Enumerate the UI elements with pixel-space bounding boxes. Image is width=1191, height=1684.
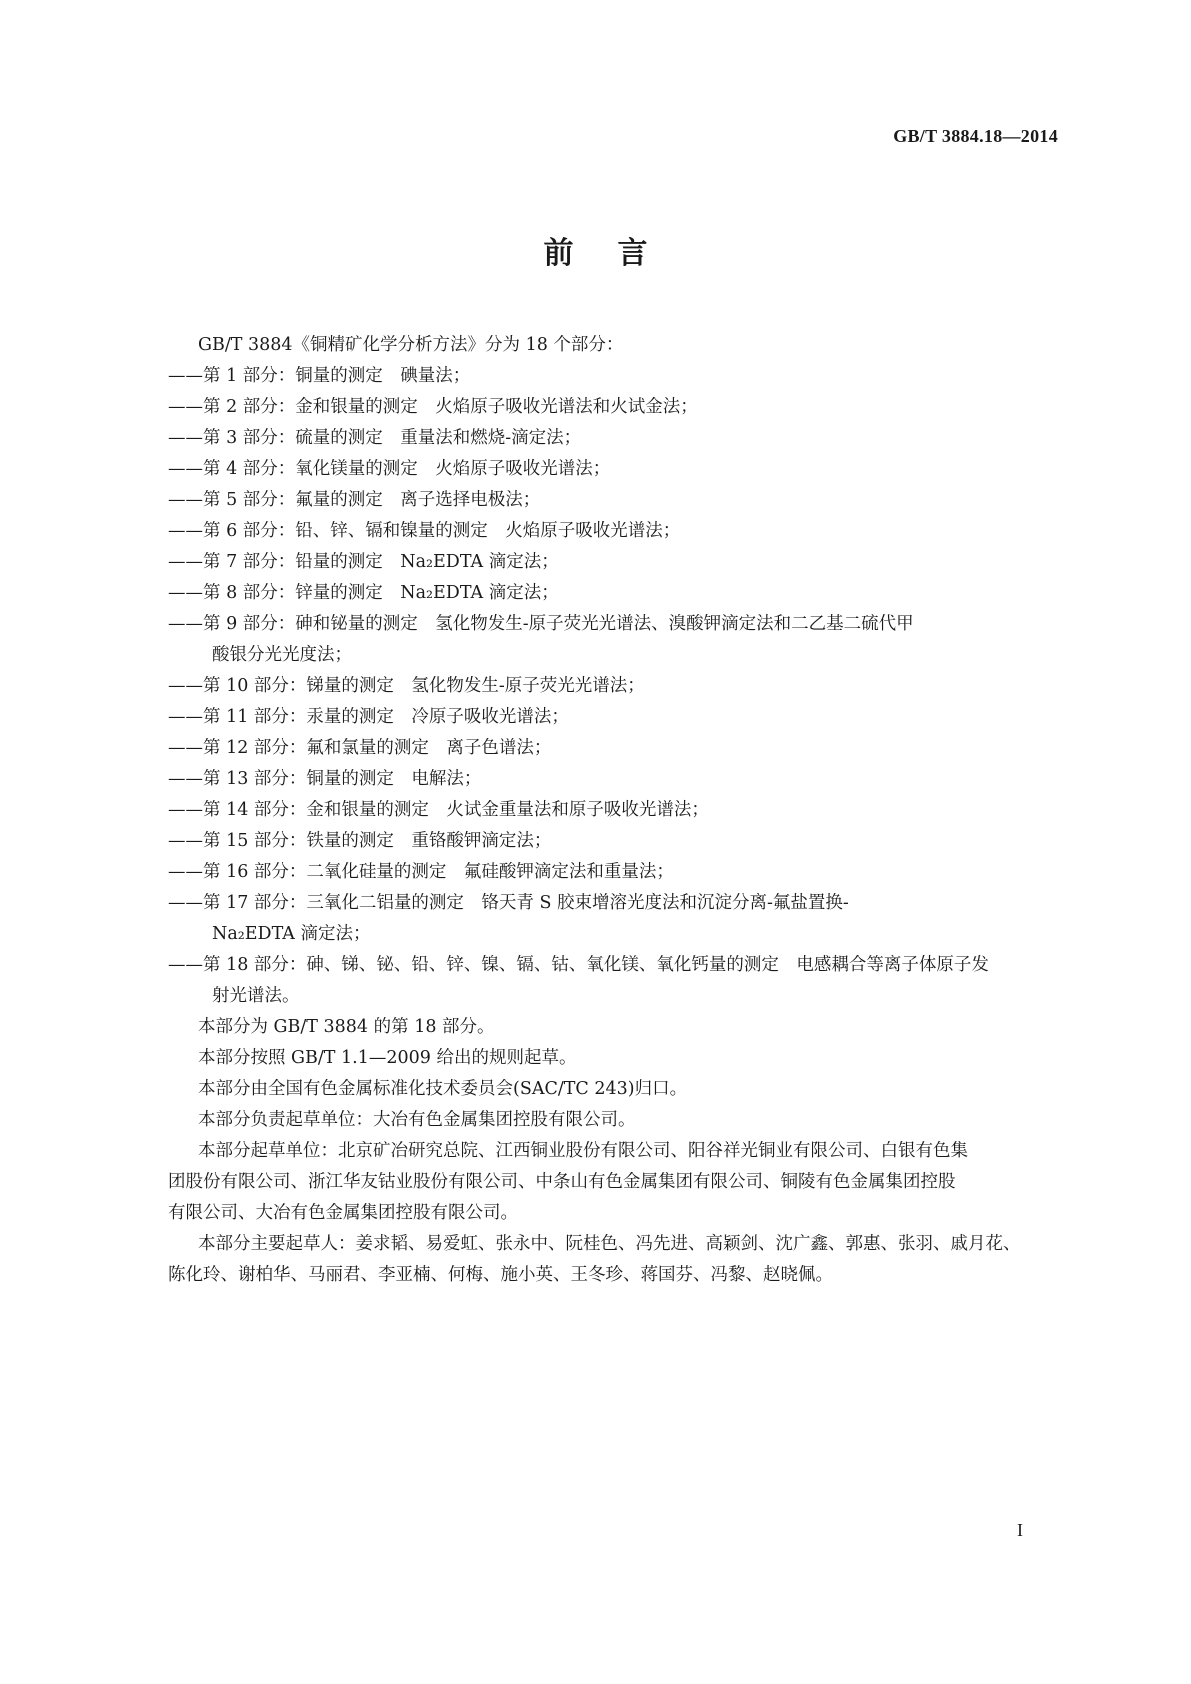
statement-paragraph: [168, 1074, 1060, 1105]
part-item-text: ——第 2 部分：金和银量的测定 火焰原子吸收光谱法和火试金法；: [168, 397, 698, 417]
part-item-text: ——第 10 部分：锑量的测定 氢化物发生-原子荧光光谱法；: [168, 676, 645, 696]
part-item: [168, 609, 1060, 671]
part-item: [168, 547, 1060, 578]
part-item: [168, 826, 1060, 857]
statement-paragraph: [168, 1043, 1060, 1074]
part-item-text: ——第 7 部分：铅量的测定 Na₂EDTA 滴定法；: [168, 552, 559, 572]
part-item-text: ——第 4 部分：氧化镁量的测定 火焰原子吸收光谱法；: [168, 459, 611, 479]
part-item-text: ——第 12 部分：氟和氯量的测定 离子色谱法；: [168, 738, 552, 758]
part-item: [168, 671, 1060, 702]
part-item-text: ——第 17 部分：三氧化二铝量的测定 铬天青 S 胶束增溶光度法和沉淀分离-氟盐置换-: [168, 893, 849, 913]
statement-line: 团股份有限公司、浙江华友钴业股份有限公司、中条山有色金属集团有限公司、铜陵有色金属集团控股: [168, 1172, 956, 1192]
part-item: [168, 950, 1060, 1012]
statement-line: 本部分为 GB/T 3884 的第 18 部分。: [198, 1017, 495, 1037]
part-item-text: ——第 3 部分：硫量的测定 重量法和燃烧-滴定法；: [168, 428, 582, 448]
part-item: [168, 857, 1060, 888]
part-item: [168, 361, 1060, 392]
statement-paragraph: [168, 1105, 1060, 1136]
page-number: I: [1017, 1520, 1023, 1540]
statement-paragraph: [168, 1136, 1060, 1229]
page-title: 前言: [543, 236, 692, 271]
statement-line: 本部分主要起草人：姜求韬、易爱虹、张永中、阮桂色、冯先进、高颖剑、沈广鑫、郭惠、张羽、戚月花、: [198, 1234, 1021, 1254]
part-item-text: ——第 9 部分：砷和铋量的测定 氢化物发生-原子荧光光谱法、溴酸钾滴定法和二乙基二硫代甲: [168, 614, 914, 634]
part-item-text: ——第 11 部分：汞量的测定 冷原子吸收光谱法；: [168, 707, 569, 727]
part-item-continuation: 酸银分光光度法；: [212, 645, 352, 665]
part-item-text: ——第 5 部分：氟量的测定 离子选择电极法；: [168, 490, 541, 510]
statement-line: 有限公司、大冶有色金属集团控股有限公司。: [168, 1203, 518, 1223]
part-item-continuation: 射光谱法。: [212, 986, 300, 1006]
part-item-text: ——第 8 部分：锌量的测定 Na₂EDTA 滴定法；: [168, 583, 559, 603]
part-item-text: ——第 6 部分：铅、锌、镉和镍量的测定 火焰原子吸收光谱法；: [168, 521, 681, 541]
part-item: [168, 392, 1060, 423]
part-item-text: ——第 13 部分：铜量的测定 电解法；: [168, 769, 482, 789]
statements-list: [168, 1012, 1060, 1291]
part-item: [168, 578, 1060, 609]
intro-line: GB/T 3884《铜精矿化学分析方法》分为 18 个部分：: [198, 335, 624, 355]
part-item: [168, 795, 1060, 826]
part-item: [168, 888, 1060, 950]
statement-line: 本部分由全国有色金属标准化技术委员会(SAC/TC 243)归口。: [198, 1079, 688, 1099]
part-item-text: ——第 16 部分：二氧化硅量的测定 氟硅酸钾滴定法和重量法；: [168, 862, 674, 882]
part-item: [168, 454, 1060, 485]
part-item: [168, 485, 1060, 516]
standard-code: GB/T 3884.18—2014: [893, 126, 1058, 146]
part-item-text: ——第 18 部分：砷、锑、铋、铅、锌、镍、镉、钴、氧化镁、氧化钙量的测定 电感耦合等离子体原子发: [168, 955, 989, 975]
part-item-text: ——第 14 部分：金和银量的测定 火试金重量法和原子吸收光谱法；: [168, 800, 709, 820]
part-item: [168, 423, 1060, 454]
statement-line: 本部分负责起草单位：大冶有色金属集团控股有限公司。: [198, 1110, 636, 1130]
part-item: [168, 702, 1060, 733]
statement-line: 本部分起草单位：北京矿冶研究总院、江西铜业股份有限公司、阳谷祥光铜业有限公司、白银有色集: [198, 1141, 968, 1161]
part-item: [168, 516, 1060, 547]
parts-list: [168, 361, 1060, 1012]
part-item-text: ——第 1 部分：铜量的测定 碘量法；: [168, 366, 471, 386]
part-item: [168, 733, 1060, 764]
part-item-text: ——第 15 部分：铁量的测定 重铬酸钾滴定法；: [168, 831, 552, 851]
statement-line: 本部分按照 GB/T 1.1—2009 给出的规则起草。: [198, 1048, 577, 1068]
part-item-continuation: Na₂EDTA 滴定法；: [212, 924, 371, 944]
part-item: [168, 764, 1060, 795]
statement-paragraph: [168, 1012, 1060, 1043]
document-body: [168, 330, 1060, 1291]
statement-line: 陈化玲、谢柏华、马丽君、李亚楠、何梅、施小英、王冬珍、蒋国芬、冯黎、赵晓佩。: [168, 1265, 833, 1285]
statement-paragraph: [168, 1229, 1060, 1291]
